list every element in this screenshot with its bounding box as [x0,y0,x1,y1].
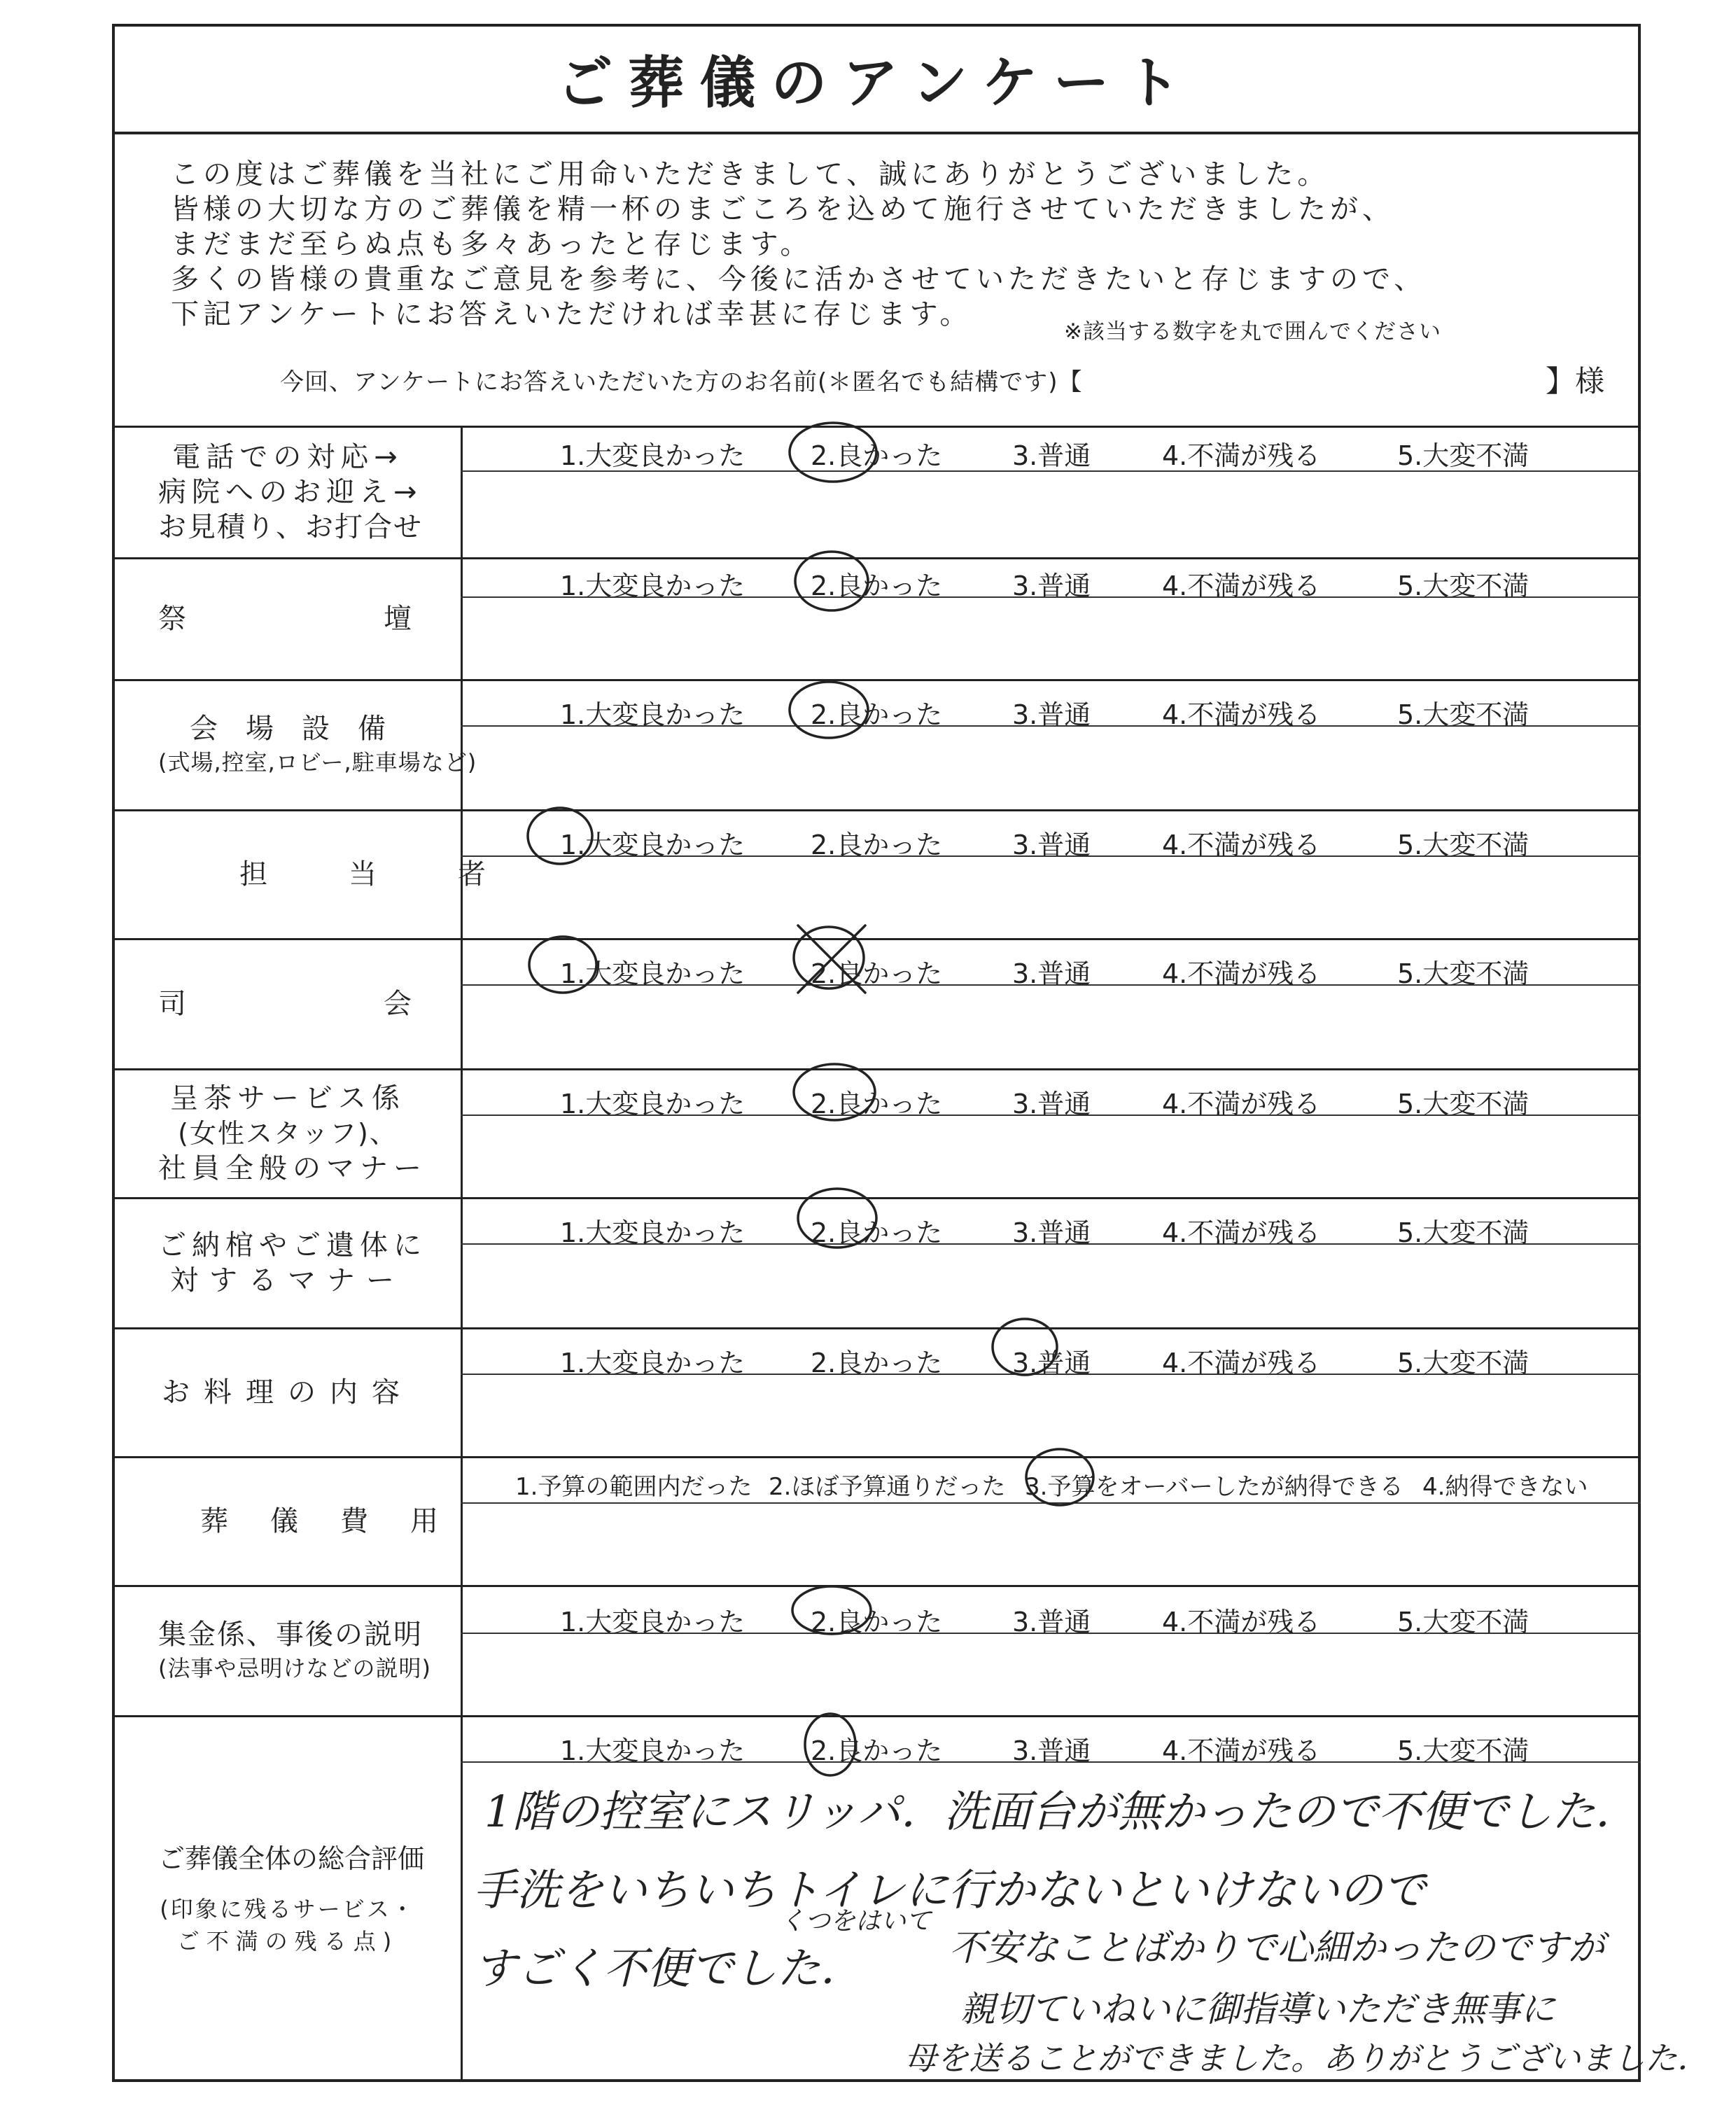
row-11-option-5[interactable]: 5.大変不満 [1397,1735,1530,1766]
label-text: ご納棺やご遺体に [158,1229,427,1262]
row-10-option-3[interactable]: 3.普通 [1012,1607,1091,1637]
row-1-option-4[interactable]: 4.不満が残る [1162,440,1321,471]
name-field-suffix: 】様 [1546,364,1605,398]
row-3-option-1[interactable]: 1.大変良かった [560,699,746,730]
cross-mark [798,925,865,993]
label-subtext: ご不満の残る点) [176,1928,399,1955]
survey-title: ご葬儀のアンケート [112,24,1641,134]
label-text: お見積り、お打合せ [158,511,423,543]
row-1-option-2[interactable]: 2.良かった [811,440,943,471]
row-2-option-4[interactable]: 4.不満が残る [1162,571,1321,601]
circle-mark [798,1189,876,1248]
comment-line-6: 母を送ることができました。ありがとうございました． [904,2039,1709,2077]
row-2-option-5[interactable]: 5.大変不満 [1397,571,1530,601]
label-text: 病院へのお迎え→ [158,476,423,508]
circle-mark [993,1319,1057,1375]
label-text: 電話での対応→ [172,441,403,473]
name-field-label: 今回、アンケートにお答えいただいた方のお名前(＊匿名でも結構です)【 [280,368,1083,396]
row-10-option-4[interactable]: 4.不満が残る [1162,1607,1321,1637]
circle-mark [794,1064,875,1120]
label-text: 集金係、事後の説明 [158,1619,423,1651]
label-text: 対するマナー [170,1264,405,1297]
row-3-option-3[interactable]: 3.普通 [1012,699,1091,730]
comment-line-5: 親切ていねいに御指導いただき無事に [960,1989,1555,2029]
row-2-option-1[interactable]: 1.大変良かった [560,571,746,601]
row-7-option-2[interactable]: 2.良かった [811,1217,943,1248]
row-5-option-1[interactable]: 1.大変良かった [560,958,746,989]
row-5-option-4[interactable]: 4.不満が残る [1162,958,1321,989]
label-text: ご葬儀全体の総合評価 [158,1843,425,1874]
row-6-option-3[interactable]: 3.普通 [1012,1089,1091,1119]
circle-mark [529,937,596,993]
circle-mark [805,1714,855,1775]
row-3-option-5[interactable]: 5.大変不満 [1397,699,1530,730]
intro-line: 皆様の大切な方のご葬儀を精一杯のまごころを込めて施行させていただきましたが、 [171,193,1394,225]
row-11-option-2[interactable]: 2.良かった [811,1735,943,1766]
row-8-option-1[interactable]: 1.大変良かった [560,1348,746,1378]
label-text: お料理の内容 [162,1376,414,1409]
row-11-option-3[interactable]: 3.普通 [1012,1735,1091,1766]
comment-line-3: すごく不便でした． [473,1943,864,1994]
row-10-option-1[interactable]: 1.大変良かった [560,1607,746,1637]
row-11-option-1[interactable]: 1.大変良かった [560,1735,746,1766]
cost-option-1[interactable]: 1.予算の範囲内だった [515,1473,752,1501]
comment-line-1: 1階の控室にスリッパ．洗面台が無かったので不便でした． [484,1786,1639,1837]
row-4-option-1[interactable]: 1.大変良かった [560,830,746,860]
row-5-option-3[interactable]: 3.普通 [1012,958,1091,989]
row-6-option-5[interactable]: 5.大変不満 [1397,1089,1530,1119]
label-text: 葬儀費用 [200,1505,480,1537]
row-7-option-4[interactable]: 4.不満が残る [1162,1217,1321,1248]
row-3-option-4[interactable]: 4.不満が残る [1162,699,1321,730]
row-7-option-1[interactable]: 1.大変良かった [560,1217,746,1248]
circle-mark [790,423,876,482]
intro-line: 下記アンケートにお答えいただければ幸甚に存じます。 [171,298,972,330]
intro-line: 多くの皆様の貴重なご意見を参考に、今後に活かさせていただきたいと存じますので、 [171,263,1427,295]
label-subtext: (式場,控室,ロビー,駐車場など) [158,749,477,776]
row-6-option-1[interactable]: 1.大変良かった [560,1089,746,1119]
comment-line-2: 手洗をいちいちトイレに行かないといけないので [473,1864,1426,1915]
label-text: 社員全般のマナー [158,1152,427,1185]
row-4-option-2[interactable]: 2.良かった [811,830,943,860]
circle-mark [790,682,868,738]
label-subtext: (女性スタッフ)、 [178,1118,398,1149]
label-text: 祭 壇 [158,603,417,635]
row-5-option-2[interactable]: 2.良かった [811,958,943,989]
comment-insert: くつをはいて [780,1907,932,1936]
intro-line: この度はご葬儀を当社にご用命いただきまして、誠にありがとうございました。 [171,158,1330,190]
circle-mark [528,808,592,864]
circle-mark [792,1586,871,1634]
row-1-option-5[interactable]: 5.大変不満 [1397,440,1530,471]
circle-mark [1026,1449,1093,1505]
row-3-option-2[interactable]: 2.良かった [811,699,943,730]
row-4-option-4[interactable]: 4.不満が残る [1162,830,1321,860]
instruction-note: ※該当する数字を丸で囲んでください [1064,319,1441,344]
row-5-option-5[interactable]: 5.大変不満 [1397,958,1530,989]
row-8-option-5[interactable]: 5.大変不満 [1397,1348,1530,1378]
label-subtext: (法事や忌明けなどの説明) [158,1655,431,1682]
row-6-option-2[interactable]: 2.良かった [811,1089,943,1119]
circle-mark [795,552,868,610]
row-8-option-3[interactable]: 3.普通 [1012,1348,1091,1378]
row-8-option-2[interactable]: 2.良かった [811,1348,943,1378]
row-2-option-3[interactable]: 3.普通 [1012,571,1091,601]
row-8-option-4[interactable]: 4.不満が残る [1162,1348,1321,1378]
row-7-option-5[interactable]: 5.大変不満 [1397,1217,1530,1248]
row-10-option-2[interactable]: 2.良かった [811,1607,943,1637]
row-7-option-3[interactable]: 3.普通 [1012,1217,1091,1248]
label-text: 会場設備 [190,713,414,745]
label-subtext: (印象に残るサービス・ [160,1896,416,1922]
intro-line: まだまだ至らぬ点も多々あったと存じます。 [171,228,813,260]
row-1-option-3[interactable]: 3.普通 [1012,440,1091,471]
label-text: 呈茶サービス係 [170,1082,405,1115]
cost-option-3[interactable]: 3.予算をオーバーしたが納得できる [1025,1473,1404,1501]
label-text: 担当者 [239,858,567,890]
row-4-option-5[interactable]: 5.大変不満 [1397,830,1530,860]
row-2-option-2[interactable]: 2.良かった [811,571,943,601]
comment-line-4: 不安なことばかりで心細かったのですが [949,1927,1605,1969]
cost-option-2[interactable]: 2.ほぼ予算通りだった [769,1473,1006,1501]
row-10-option-5[interactable]: 5.大変不満 [1397,1607,1530,1637]
row-6-option-4[interactable]: 4.不満が残る [1162,1089,1321,1119]
cost-option-4[interactable]: 4.納得できない [1422,1473,1588,1501]
label-text: 司 会 [158,988,417,1020]
row-4-option-3[interactable]: 3.普通 [1012,830,1091,860]
row-1-option-1[interactable]: 1.大変良かった [560,440,746,471]
row-11-option-4[interactable]: 4.不満が残る [1162,1735,1321,1766]
